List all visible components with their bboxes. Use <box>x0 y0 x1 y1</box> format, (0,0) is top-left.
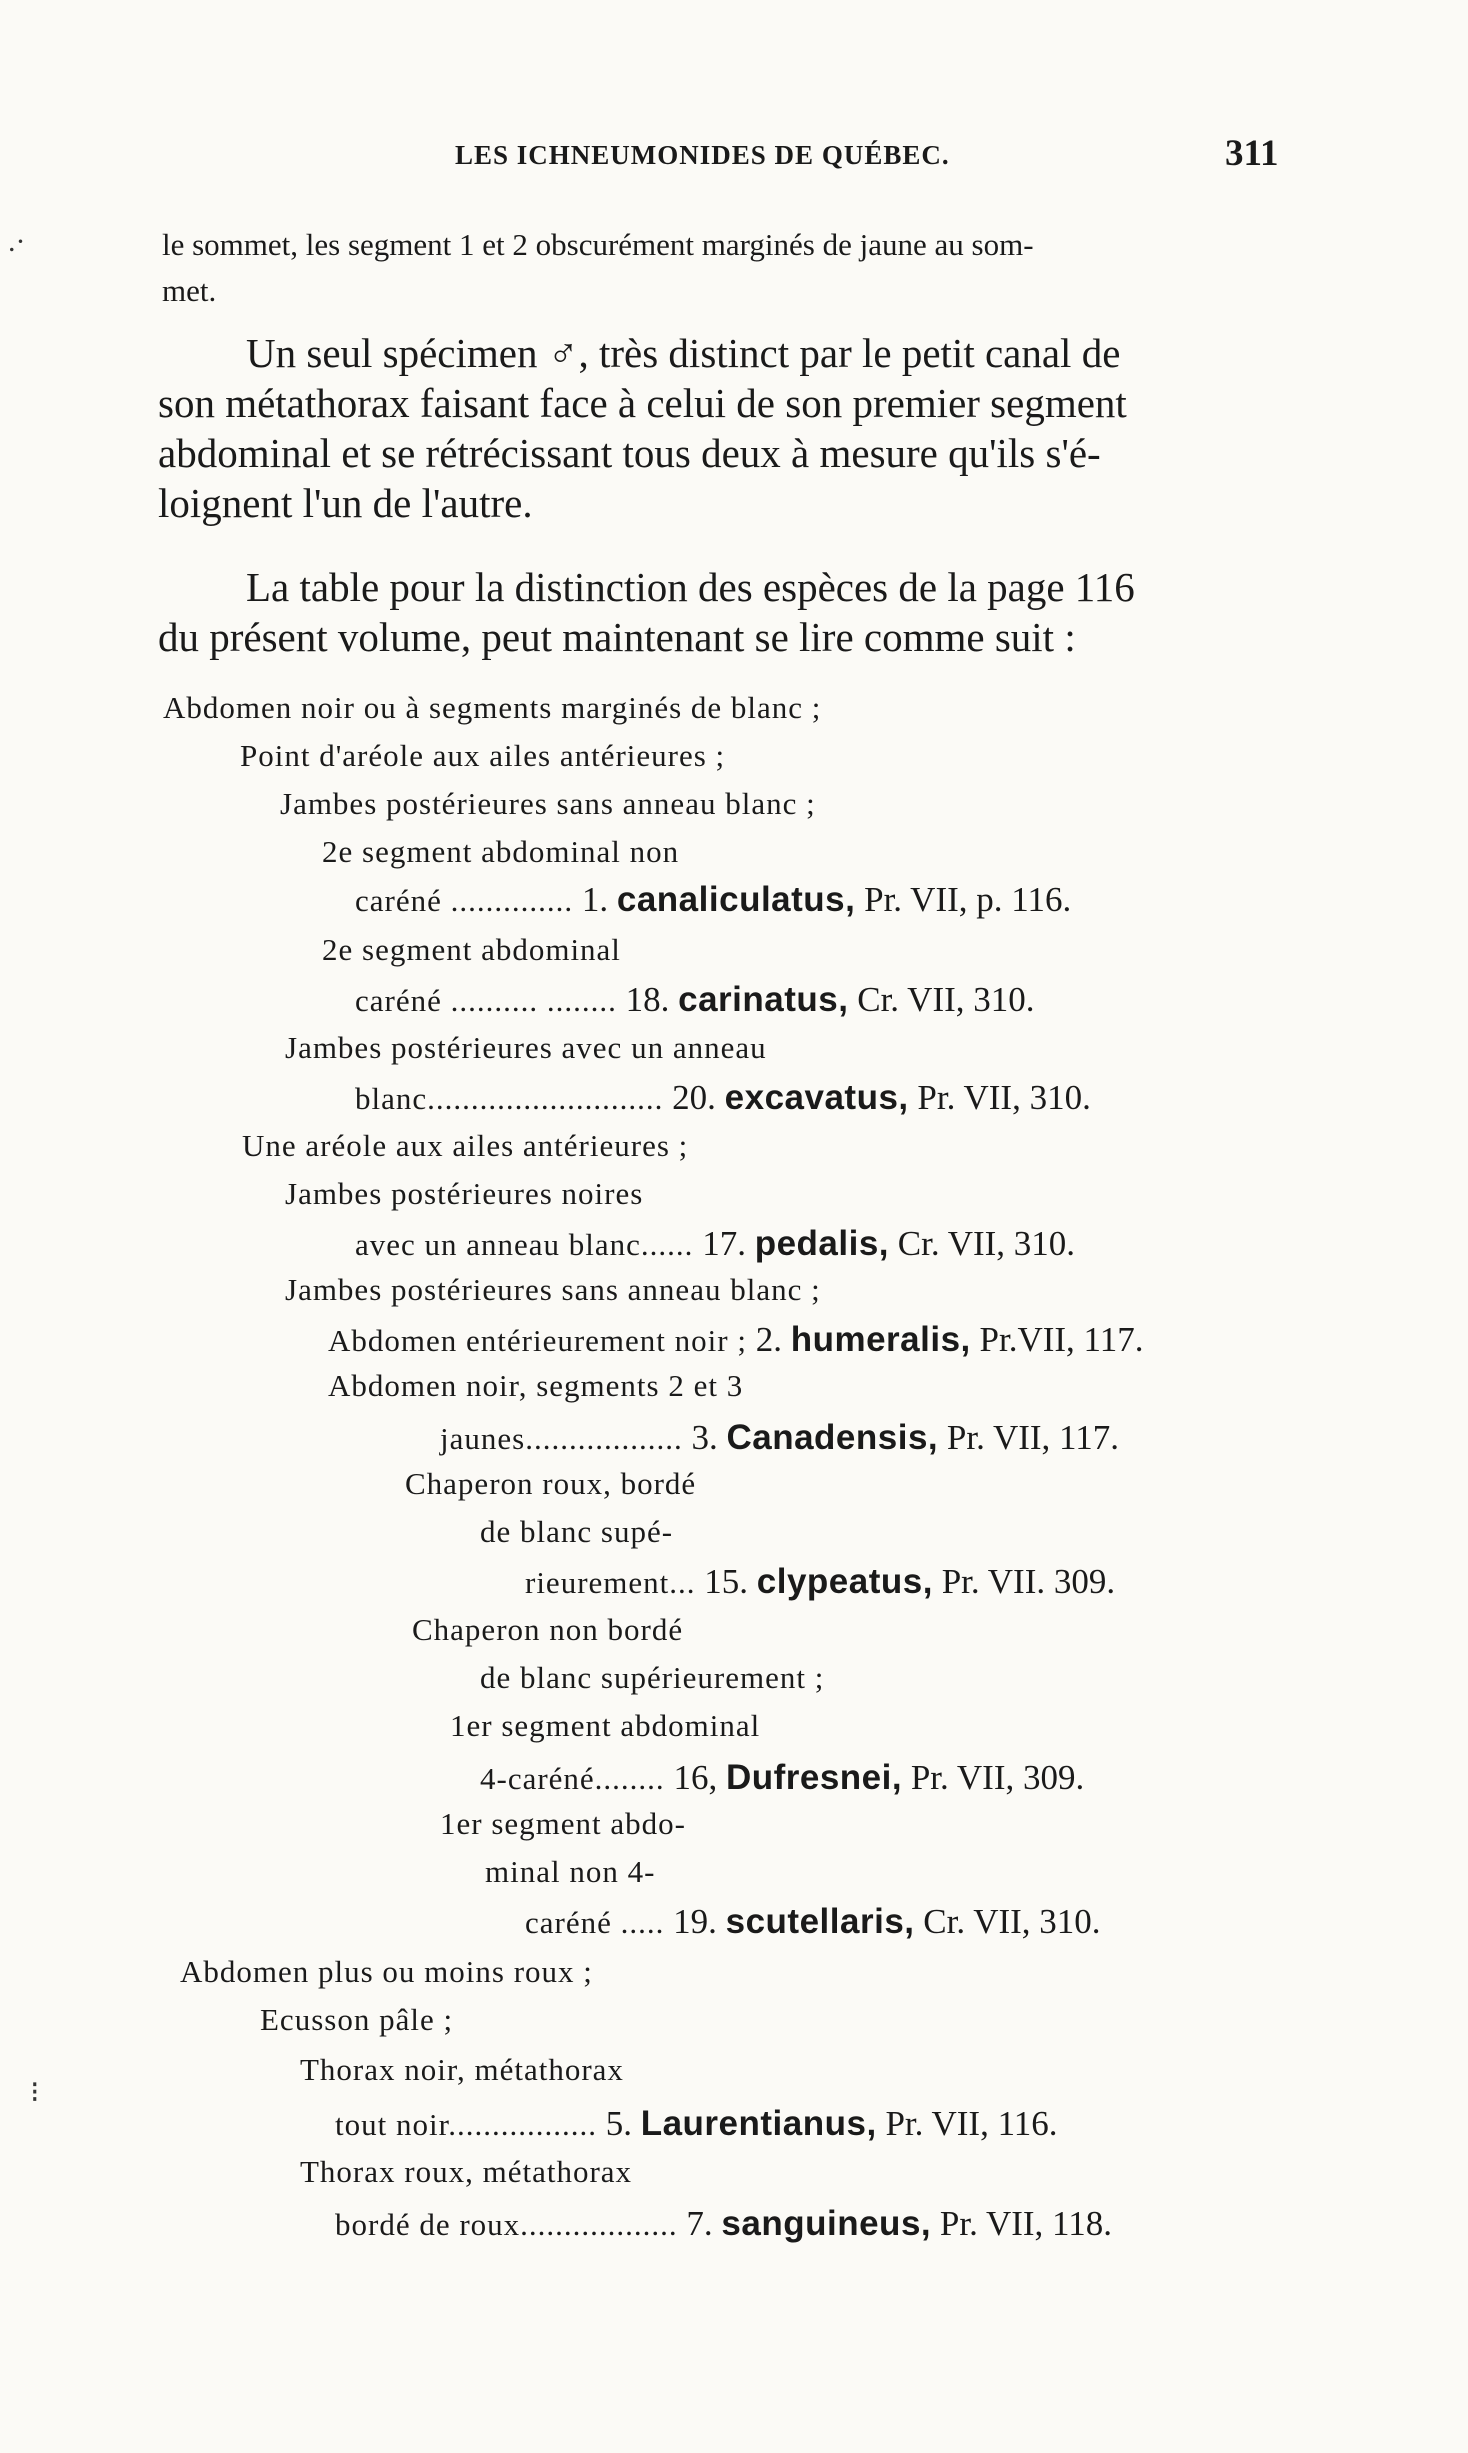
key-line <box>405 1466 696 1502</box>
species-name: Canadensis, <box>726 1418 939 1457</box>
species-reference: Cr. VII, 310. <box>914 1902 1101 1941</box>
text-line: du présent volume, peut maintenant se lire comme suit : <box>158 614 1076 660</box>
species-number: 19. <box>664 1902 726 1941</box>
species-name: sanguineus, <box>721 2204 932 2243</box>
species-name: Laurentianus, <box>640 2104 877 2143</box>
key-text: 2e segment abdominal <box>322 932 621 967</box>
species-name: Dufresnei, <box>725 1758 903 1797</box>
paragraph-table-intro <box>158 562 1298 662</box>
species-number: 1. <box>573 880 617 919</box>
text-line: son métathorax faisant face à celui de son premier segment <box>158 380 1127 426</box>
key-line <box>180 1954 593 1990</box>
key-text: avec un anneau blanc...... <box>355 1227 694 1262</box>
key-text: Ecusson pâle ; <box>260 2002 454 2037</box>
page-number: 311 <box>1225 133 1279 174</box>
key-line <box>285 1272 821 1308</box>
key-line <box>335 2204 1112 2244</box>
key-line <box>525 1902 1101 1942</box>
key-line <box>260 2002 453 2038</box>
key-line <box>328 1368 743 1404</box>
species-number: 2. <box>746 1320 791 1359</box>
species-name: pedalis, <box>754 1224 890 1263</box>
key-line <box>163 690 821 726</box>
key-text: 2e segment abdominal non <box>322 834 680 869</box>
species-name: carinatus, <box>678 980 849 1019</box>
species-reference: Pr. VII, 309. <box>902 1758 1085 1797</box>
key-text: Abdomen entérieurement noir ; <box>328 1323 747 1358</box>
key-line <box>322 932 621 968</box>
key-line <box>280 786 816 822</box>
key-text: 4-caréné........ <box>480 1761 665 1796</box>
species-reference: Cr. VII, 310. <box>848 980 1035 1019</box>
species-name: excavatus, <box>724 1078 909 1117</box>
key-line <box>300 2154 632 2190</box>
key-text: Thorax noir, métathorax <box>300 2052 624 2087</box>
key-line <box>480 1758 1084 1798</box>
key-line <box>300 2052 624 2088</box>
key-line <box>440 1418 1119 1458</box>
species-number: 20. <box>663 1078 725 1117</box>
key-text: Point d'aréole aux ailes antérieures ; <box>240 738 726 773</box>
key-line <box>285 1030 767 1066</box>
key-text: 1er segment abdominal <box>450 1708 761 1743</box>
species-reference: Pr. VII, 117. <box>938 1418 1120 1457</box>
key-text: Jambes postérieures avec un anneau <box>285 1030 767 1065</box>
key-text: Abdomen plus ou moins roux ; <box>180 1954 593 1989</box>
paragraph-continuation <box>162 222 1292 314</box>
key-text: Abdomen noir, segments 2 et 3 <box>328 1368 744 1403</box>
species-name: humeralis, <box>790 1320 971 1359</box>
species-reference: Pr. VII, 310. <box>908 1078 1091 1117</box>
key-text: minal non 4- <box>485 1854 656 1889</box>
text-line: le sommet, les segment 1 et 2 obscurément marginés de jaune au som- <box>162 227 1034 262</box>
key-line <box>485 1854 655 1890</box>
key-text: tout noir................. <box>335 2107 597 2142</box>
key-line <box>285 1176 643 1212</box>
margin-mark: .· <box>8 225 26 258</box>
species-name: scutellaris, <box>725 1902 915 1941</box>
text-line: loignent l'un de l'autre. <box>158 480 533 526</box>
key-text: caréné .............. <box>355 883 574 918</box>
key-line <box>335 2104 1058 2144</box>
species-reference: Pr. VII, p. 116. <box>855 880 1072 919</box>
key-line <box>450 1708 760 1744</box>
key-text: Chaperon non bordé <box>412 1612 684 1647</box>
species-reference: Pr. VII, 118. <box>931 2204 1112 2243</box>
text-line: Un seul spécimen ♂, très distinct par le petit canal de <box>246 330 1121 376</box>
key-line <box>412 1612 683 1648</box>
paragraph-specimen <box>158 328 1298 528</box>
key-line <box>240 738 725 774</box>
key-line <box>525 1562 1115 1602</box>
key-text: Une aréole aux ailes antérieures ; <box>242 1128 689 1163</box>
key-line <box>355 880 1071 920</box>
key-text: bordé de roux.................. <box>335 2207 678 2242</box>
species-number: 18. <box>616 980 679 1019</box>
key-line <box>355 1224 1075 1264</box>
key-text: caréné .......... ........ <box>355 983 617 1018</box>
key-line <box>480 1514 673 1550</box>
key-line <box>328 1320 1144 1360</box>
key-line <box>322 834 679 870</box>
text-line: La table pour la distinction des espèces de la page 116 <box>246 564 1135 610</box>
key-text: rieurement... <box>525 1565 696 1600</box>
key-text: Jambes postérieures noires <box>285 1176 644 1211</box>
key-text: jaunes.................. <box>440 1421 683 1456</box>
key-text: Jambes postérieures sans anneau blanc ; <box>285 1272 821 1307</box>
species-reference: Pr.VII, 117. <box>970 1320 1144 1359</box>
species-number: 16, <box>664 1758 726 1797</box>
key-line <box>480 1660 824 1696</box>
species-reference: Pr. VII. 309. <box>932 1562 1116 1601</box>
species-reference: Pr. VII, 116. <box>876 2104 1058 2143</box>
margin-mark: ⁝ <box>30 2076 40 2109</box>
species-number: 3. <box>682 1418 727 1457</box>
species-reference: Cr. VII, 310. <box>889 1224 1076 1263</box>
key-text: Abdomen noir ou à segments marginés de blanc ; <box>163 690 822 725</box>
key-text: caréné ..... <box>525 1905 665 1940</box>
species-number: 17. <box>693 1224 755 1263</box>
key-text: Thorax roux, métathorax <box>300 2154 633 2189</box>
species-name: clypeatus, <box>756 1562 933 1601</box>
text-line: met. <box>162 273 217 308</box>
key-line <box>355 1078 1091 1118</box>
species-number: 15. <box>695 1562 757 1601</box>
key-text: 1er segment abdo- <box>440 1806 686 1841</box>
species-number: 5. <box>596 2104 641 2143</box>
key-text: de blanc supérieurement ; <box>480 1660 825 1695</box>
text-line: abdominal et se rétrécissant tous deux à mesure qu'ils s'é- <box>158 430 1101 476</box>
key-text: blanc........................... <box>355 1081 664 1116</box>
key-line <box>242 1128 688 1164</box>
key-line <box>355 980 1035 1020</box>
key-text: Jambes postérieures sans anneau blanc ; <box>280 786 816 821</box>
key-line <box>440 1806 686 1842</box>
key-text: de blanc supé- <box>480 1514 674 1549</box>
key-text: Chaperon roux, bordé <box>405 1466 697 1501</box>
species-number: 7. <box>677 2204 722 2243</box>
running-title: LES ICHNEUMONIDES DE QUÉBEC. <box>455 140 950 170</box>
species-name: canaliculatus, <box>616 880 856 919</box>
